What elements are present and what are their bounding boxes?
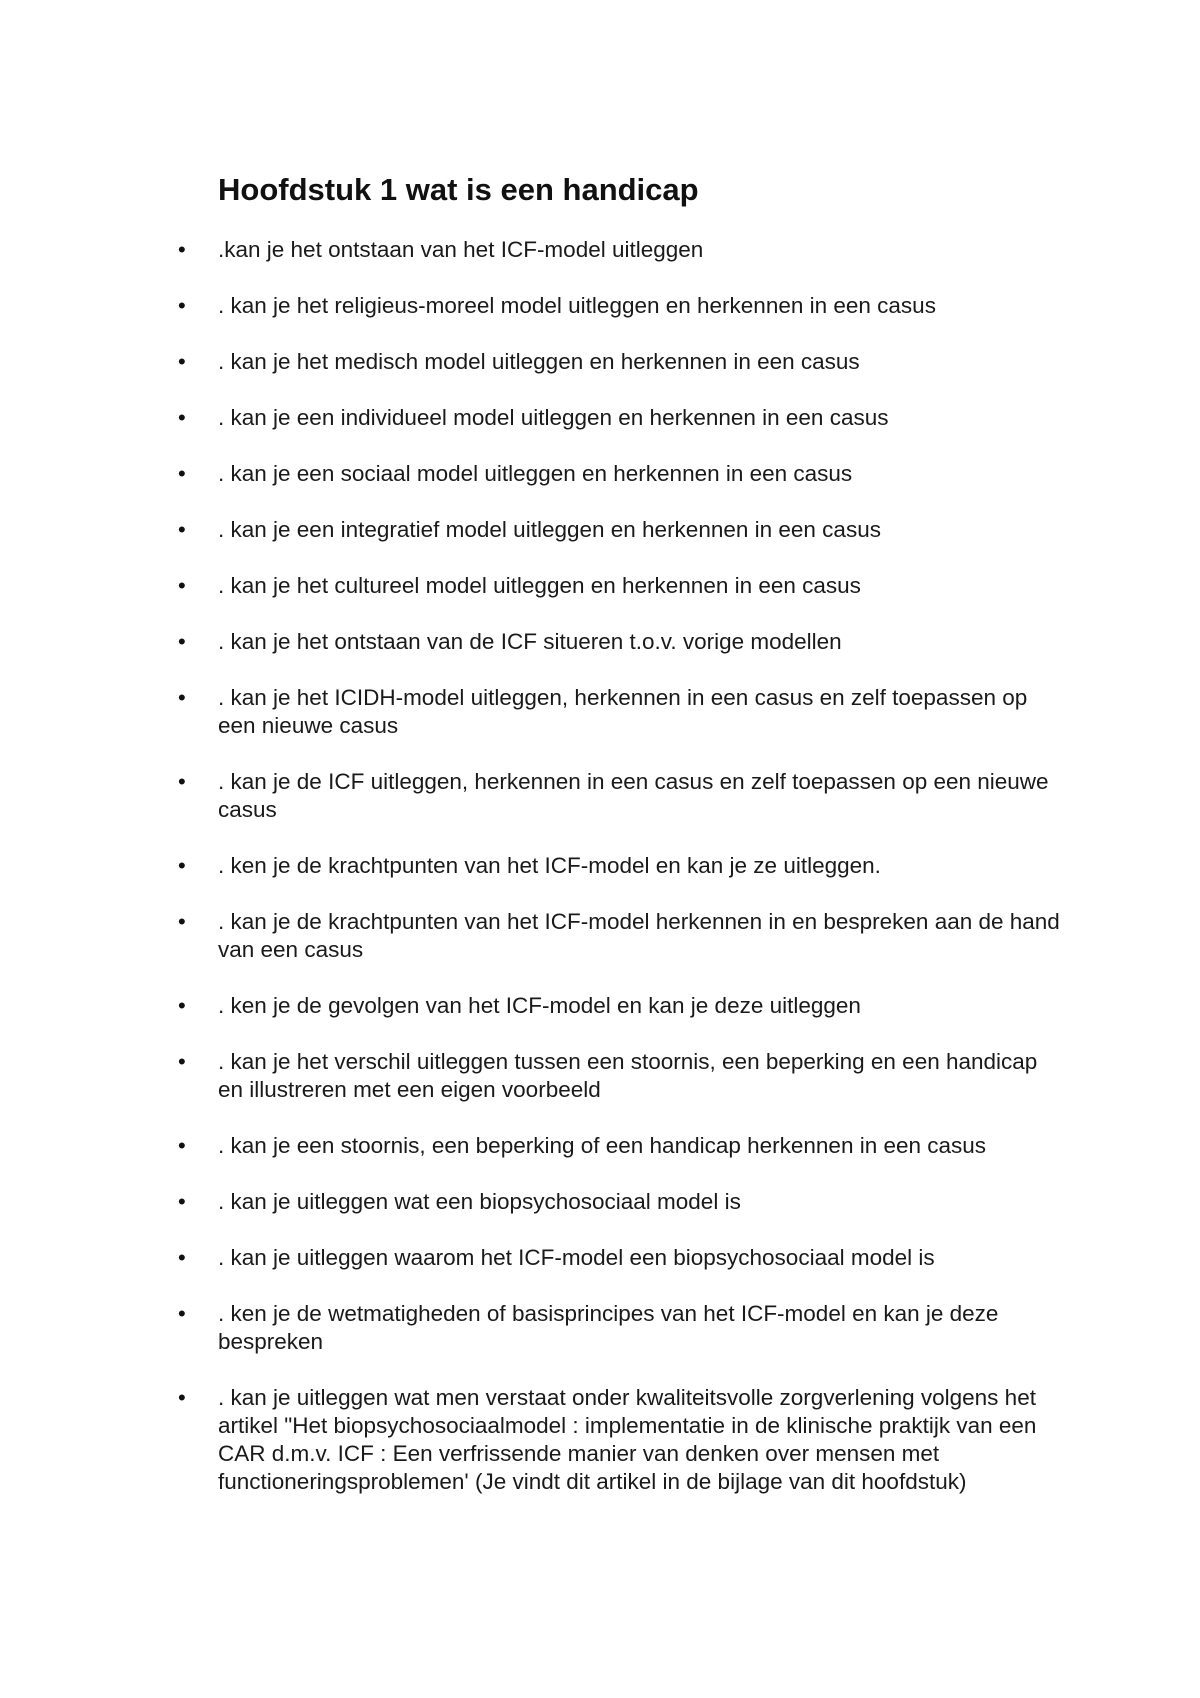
bullet-icon: • bbox=[178, 1049, 186, 1074]
bullet-icon: • bbox=[178, 349, 186, 374]
list-item-text: . kan je het medisch model uitleggen en herkennen in een casus bbox=[218, 349, 860, 374]
list-item-text: . kan je het cultureel model uitleggen en herkennen in een casus bbox=[218, 573, 861, 598]
bullet-icon: • bbox=[178, 517, 186, 542]
list-item-text: .kan je het ontstaan van het ICF-model uitleggen bbox=[218, 237, 704, 262]
list-item-text: . kan je een sociaal model uitleggen en herkennen in een casus bbox=[218, 461, 853, 486]
bullet-icon: • bbox=[178, 1385, 186, 1410]
bullet-icon: • bbox=[178, 573, 186, 598]
list-item-text: . kan je het ontstaan van de ICF situeren t.o.v. vorige modellen bbox=[218, 629, 842, 654]
list-item-text: . kan je uitleggen wat men verstaat onder kwaliteitsvolle zorgverlening volgens het artikel "Het biopsychosociaalmodel : implementatie in de klinische praktijk van een CAR d.m.v. ICF : Een verfrissende manier van denken over mensen met functioneringsproblemen' (Je vindt dit artikel in de bijlage van dit hoofdstuk) bbox=[218, 1385, 1037, 1494]
list-item-text: . kan je het ICIDH-model uitleggen, herkennen in een casus en zelf toepassen op een nieuwe casus bbox=[218, 685, 1028, 738]
bullet-icon: • bbox=[178, 993, 186, 1018]
list-item-text: . ken je de wetmatigheden of basisprincipes van het ICF-model en kan je deze bespreken bbox=[218, 1301, 999, 1354]
bullet-icon: • bbox=[178, 461, 186, 486]
list-item-text: . kan je de krachtpunten van het ICF-model herkennen in en bespreken aan de hand van een casus bbox=[218, 909, 1060, 962]
bullet-icon: • bbox=[178, 909, 186, 934]
bullet-icon: • bbox=[178, 853, 186, 878]
bullet-icon: • bbox=[178, 1245, 186, 1270]
list-item-text: . kan je het verschil uitleggen tussen een stoornis, een beperking en een handicap en illustreren met een eigen voorbeeld bbox=[218, 1049, 1038, 1102]
bullet-icon: • bbox=[178, 293, 186, 318]
list-item-text: . kan je een stoornis, een beperking of een handicap herkennen in een casus bbox=[218, 1133, 987, 1158]
bullet-icon: • bbox=[178, 1301, 186, 1326]
list-item-text: . ken je de krachtpunten van het ICF-model en kan je ze uitleggen. bbox=[218, 853, 881, 878]
page-title: Hoofdstuk 1 wat is een handicap bbox=[218, 172, 699, 207]
list-item-text: . kan je het religieus-moreel model uitleggen en herkennen in een casus bbox=[218, 293, 936, 318]
list-item-text: . kan je een individueel model uitleggen en herkennen in een casus bbox=[218, 405, 889, 430]
list-item-text: . kan je uitleggen waarom het ICF-model een biopsychosociaal model is bbox=[218, 1245, 935, 1270]
bullet-icon: • bbox=[178, 237, 186, 262]
bullet-icon: • bbox=[178, 1133, 186, 1158]
list-item-text: . ken je de gevolgen van het ICF-model en kan je deze uitleggen bbox=[218, 993, 861, 1018]
bullet-icon: • bbox=[178, 1189, 186, 1214]
list-item-text: . kan je een integratief model uitleggen en herkennen in een casus bbox=[218, 517, 881, 542]
bullet-icon: • bbox=[178, 405, 186, 430]
bullet-icon: • bbox=[178, 685, 186, 710]
bullet-icon: • bbox=[178, 629, 186, 654]
list-item-text: . kan je de ICF uitleggen, herkennen in een casus en zelf toepassen op een nieuwe casus bbox=[218, 769, 1049, 822]
list-item-text: . kan je uitleggen wat een biopsychosociaal model is bbox=[218, 1189, 741, 1214]
bullet-icon: • bbox=[178, 769, 186, 794]
